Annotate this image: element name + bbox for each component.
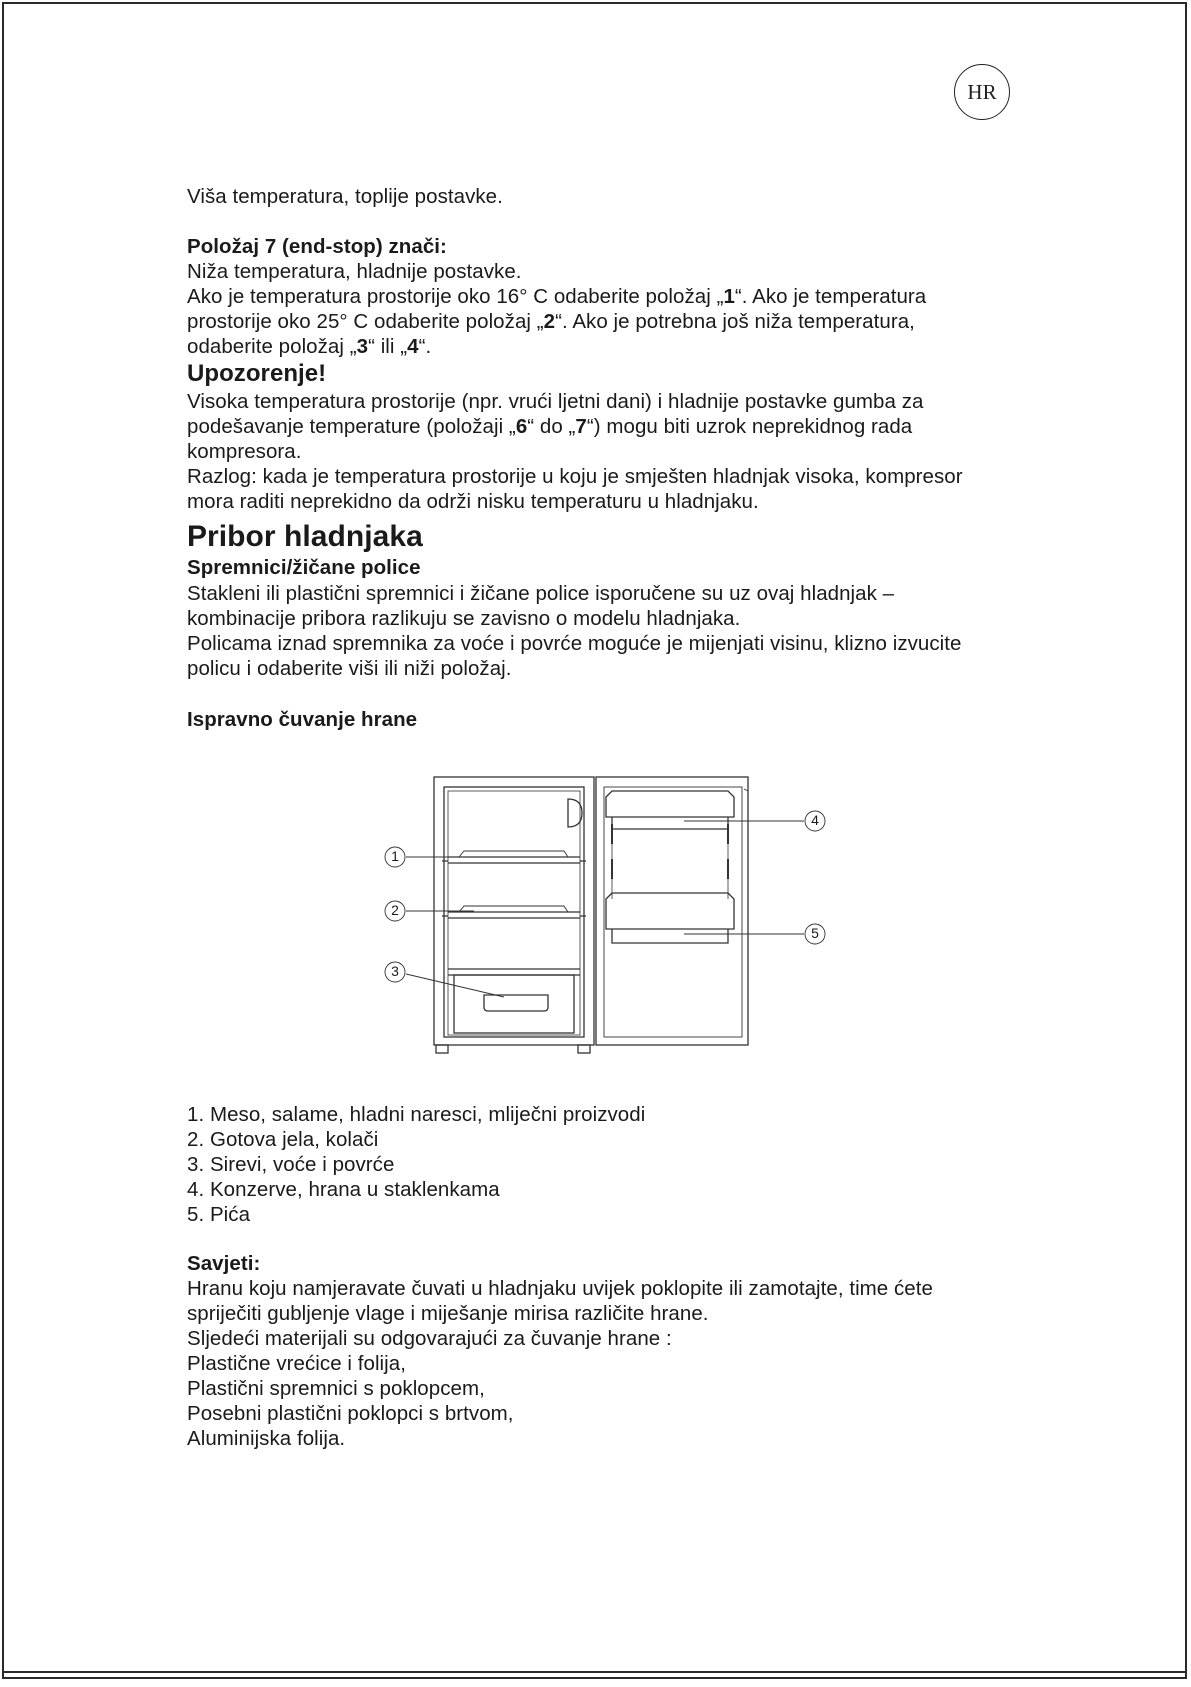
fridge-drawing xyxy=(384,769,834,1059)
position7-line4: odaberite položaj „3“ ili „4“. xyxy=(187,335,432,358)
tips-heading: Savjeti: xyxy=(187,1252,261,1275)
warning-line2: podešavanje temperature (položaji „6“ do „7“) mogu biti uzrok neprekidnog rada xyxy=(187,415,913,438)
callout-5: 5 xyxy=(811,925,819,941)
cabinet-inner-liner xyxy=(448,791,580,1035)
tips-line-1: Hranu koju namjeravate čuvati u hladnjaku uvijek poklopite ili zamotajte, time ćete xyxy=(187,1277,933,1300)
shelf-middle-rim xyxy=(459,906,568,912)
position7-line3: prostorije oko 25° C odaberite položaj „2“. Ako je potrebna još niža temperatura, xyxy=(187,310,915,333)
crisper-cover xyxy=(448,969,580,975)
leader-3 xyxy=(406,974,504,997)
door-balcony-lower xyxy=(606,893,734,929)
top-line: Viša temperatura, toplije postavke. xyxy=(187,185,503,208)
position7-line2: Ako je temperatura prostorije oko 16° C odaberite položaj „1“. Ako je temperatura xyxy=(187,285,927,308)
accessories-line2: kombinacije pribora razlikuju se zavisno o modelu hladnjaka. xyxy=(187,607,741,630)
warning-heading: Upozorenje! xyxy=(187,360,327,387)
tips-line-5: Plastični spremnici s poklopcem, xyxy=(187,1377,485,1400)
door-liner xyxy=(604,787,742,1037)
accessories-line4: policu i odaberite viši ili niži položaj. xyxy=(187,657,512,680)
door-balcony-upper xyxy=(606,791,734,817)
shelf-upper xyxy=(448,857,580,863)
shelf-upper-rim xyxy=(459,851,568,857)
warning-line3: kompresora. xyxy=(187,440,302,463)
callout-3: 3 xyxy=(391,963,399,979)
storage-heading: Ispravno čuvanje hrane xyxy=(187,708,418,731)
warning-line1: Visoka temperatura prostorije (npr. vrući ljetni dani) i hladnije postavke gumba za xyxy=(187,390,924,413)
legend-item-4: 4. Konzerve, hrana u staklenkama xyxy=(187,1178,500,1201)
door-balcony-lower-front xyxy=(612,929,728,943)
accessories-line3: Policama iznad spremnika za voće i povrće moguće je mijenjati visinu, klizno izvucite xyxy=(187,632,962,655)
manual-page xyxy=(2,2,1187,1679)
position7-heading: Položaj 7 (end-stop) znači: xyxy=(187,235,447,258)
crisper-handle xyxy=(484,995,548,1011)
legend-item-2: 2. Gotova jela, kolači xyxy=(187,1128,379,1151)
shelf-supports xyxy=(442,861,586,916)
door-balcony-upper-front xyxy=(612,817,728,829)
callout-4: 4 xyxy=(811,812,819,828)
accessories-heading: Pribor hladnjaka xyxy=(187,520,423,553)
tips-line-2: spriječiti gubljenje vlage i miješanje mirisa različite hrane. xyxy=(187,1302,709,1325)
door-balcony-upper-sides xyxy=(612,829,728,899)
fridge-diagram xyxy=(384,769,834,1059)
callout-2: 2 xyxy=(391,902,399,918)
tips-line-6: Posebni plastični poklopci s brtvom, xyxy=(187,1402,514,1425)
front-foot-right xyxy=(578,1045,590,1053)
callout-1: 1 xyxy=(391,848,399,864)
legend-item-1: 1. Meso, salame, hladni naresci, mliječni proizvodi xyxy=(187,1103,646,1126)
warning-line4: Razlog: kada je temperatura prostorije u koju je smješten hladnjak visoka, kompresor xyxy=(187,465,963,488)
crisper-drawer xyxy=(454,975,574,1033)
shelf-middle xyxy=(448,912,580,918)
position7-line1: Niža temperatura, hladnije postavke. xyxy=(187,260,522,283)
warning-line5: mora raditi neprekidno da održi nisku temperaturu u hladnjaku. xyxy=(187,490,759,513)
accessories-line1: Stakleni ili plastični spremnici i žičane police isporučene su uz ovaj hladnjak – xyxy=(187,582,895,605)
legend-item-5: 5. Pića xyxy=(187,1203,251,1226)
tips-line-4: Plastične vrećice i folija, xyxy=(187,1352,406,1375)
legend-item-3: 3. Sirevi, voće i povrće xyxy=(187,1153,395,1176)
tips-line-7: Aluminijska folija. xyxy=(187,1427,346,1450)
language-badge: HR xyxy=(954,64,1010,120)
front-foot-left xyxy=(436,1045,448,1053)
accessories-subheading: Spremnici/žičane police xyxy=(187,556,421,579)
door-slots xyxy=(612,824,728,879)
bottom-rule xyxy=(4,1671,1185,1673)
tips-line-3: Sljedeći materijali su odgovarajući za čuvanje hrane : xyxy=(187,1327,672,1350)
